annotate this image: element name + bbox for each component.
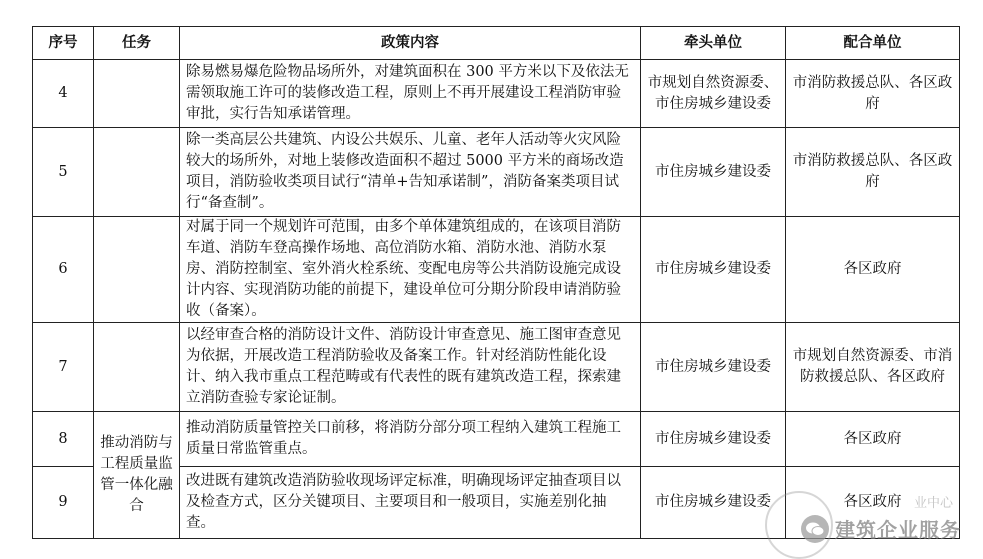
row-lead: 市住房城乡建设委 — [641, 128, 786, 217]
table-row — [33, 323, 960, 412]
row-lead: 市规划自然资源委、市住房城乡建设委 — [641, 60, 786, 128]
row-coop: 各区政府 — [786, 217, 960, 323]
policy-table — [32, 26, 960, 539]
header-row — [33, 27, 960, 60]
watermark-text: 建筑企业服务 — [835, 518, 961, 542]
row-seq: 8 — [33, 412, 94, 467]
row-content: 对属于同一个规划许可范围，由多个单体建筑组成的，在该项目消防车道、消防车登高操作场地、高位消防水箱、消防水池、消防水泵房、消防控制室、室外消火栓系统、变配电房等公共消防设施完成设计内容、实现消防功能的前提下，建设单位可分期分阶段申请消防验收（备案）。 — [180, 217, 641, 323]
watermark — [801, 514, 961, 543]
row-task — [94, 128, 180, 217]
row-coop: 市消防救援总队、各区政府 — [786, 128, 960, 217]
table-row — [33, 412, 960, 467]
row-coop: 各区政府 — [786, 412, 960, 467]
watermark-subtext: 业中心 — [913, 496, 953, 511]
row-task — [94, 323, 180, 412]
row-seq: 9 — [33, 467, 94, 539]
row-task-group: 推动消防与工程质量监管一体化融合 — [94, 412, 180, 539]
row-task — [94, 217, 180, 323]
row-seq: 7 — [33, 323, 94, 412]
row-lead: 市住房城乡建设委 — [641, 467, 786, 539]
row-coop: 市规划自然资源委、市消防救援总队、各区政府 — [786, 323, 960, 412]
header-lead: 牵头单位 — [641, 27, 786, 60]
row-coop: 市消防救援总队、各区政府 — [786, 60, 960, 128]
header-coop: 配合单位 — [786, 27, 960, 60]
table-row — [33, 217, 960, 323]
header-seq: 序号 — [33, 27, 94, 60]
row-seq: 6 — [33, 217, 94, 323]
row-seq: 5 — [33, 128, 94, 217]
row-lead: 市住房城乡建设委 — [641, 412, 786, 467]
table-row — [33, 128, 960, 217]
row-content: 推动消防质量管控关口前移，将消防分部分项工程纳入建筑工程施工质量日常监管重点。 — [180, 412, 641, 467]
row-seq: 4 — [33, 60, 94, 128]
row-content: 以经审查合格的消防设计文件、消防设计审查意见、施工图审查意见为依据，开展改造工程消防验收及备案工作。针对经消防性能化设计、纳入我市重点工程范畴或有代表性的既有建筑改造工程，探索建立消防查验专家论证制。 — [180, 323, 641, 412]
row-content: 除一类高层公共建筑、内设公共娱乐、儿童、老年人活动等火灾风险较大的场所外，对地上装修改造面积不超过 5000 平方米的商场改造项目，消防验收类项目试行“清单+告知承诺制”，消防备案类项目试行“备查制”。 — [180, 128, 641, 217]
header-content: 政策内容 — [180, 27, 641, 60]
row-coop: 各区政府 — [786, 467, 960, 539]
row-task — [94, 60, 180, 128]
row-content: 改进既有建筑改造消防验收现场评定标准，明确现场评定抽查项目以及检查方式，区分关键项目、主要项目和一般项目，实施差别化抽查。 — [180, 467, 641, 539]
row-lead: 市住房城乡建设委 — [641, 323, 786, 412]
row-content: 除易燃易爆危险物品场所外，对建筑面积在 300 平方米以下及依法无需领取施工许可的装修改造工程，原则上不再开展建设工程消防审验审批，实行告知承诺管理。 — [180, 60, 641, 128]
header-task: 任务 — [94, 27, 180, 60]
row-lead: 市住房城乡建设委 — [641, 217, 786, 323]
table-row — [33, 60, 960, 128]
wechat-icon — [801, 515, 829, 543]
